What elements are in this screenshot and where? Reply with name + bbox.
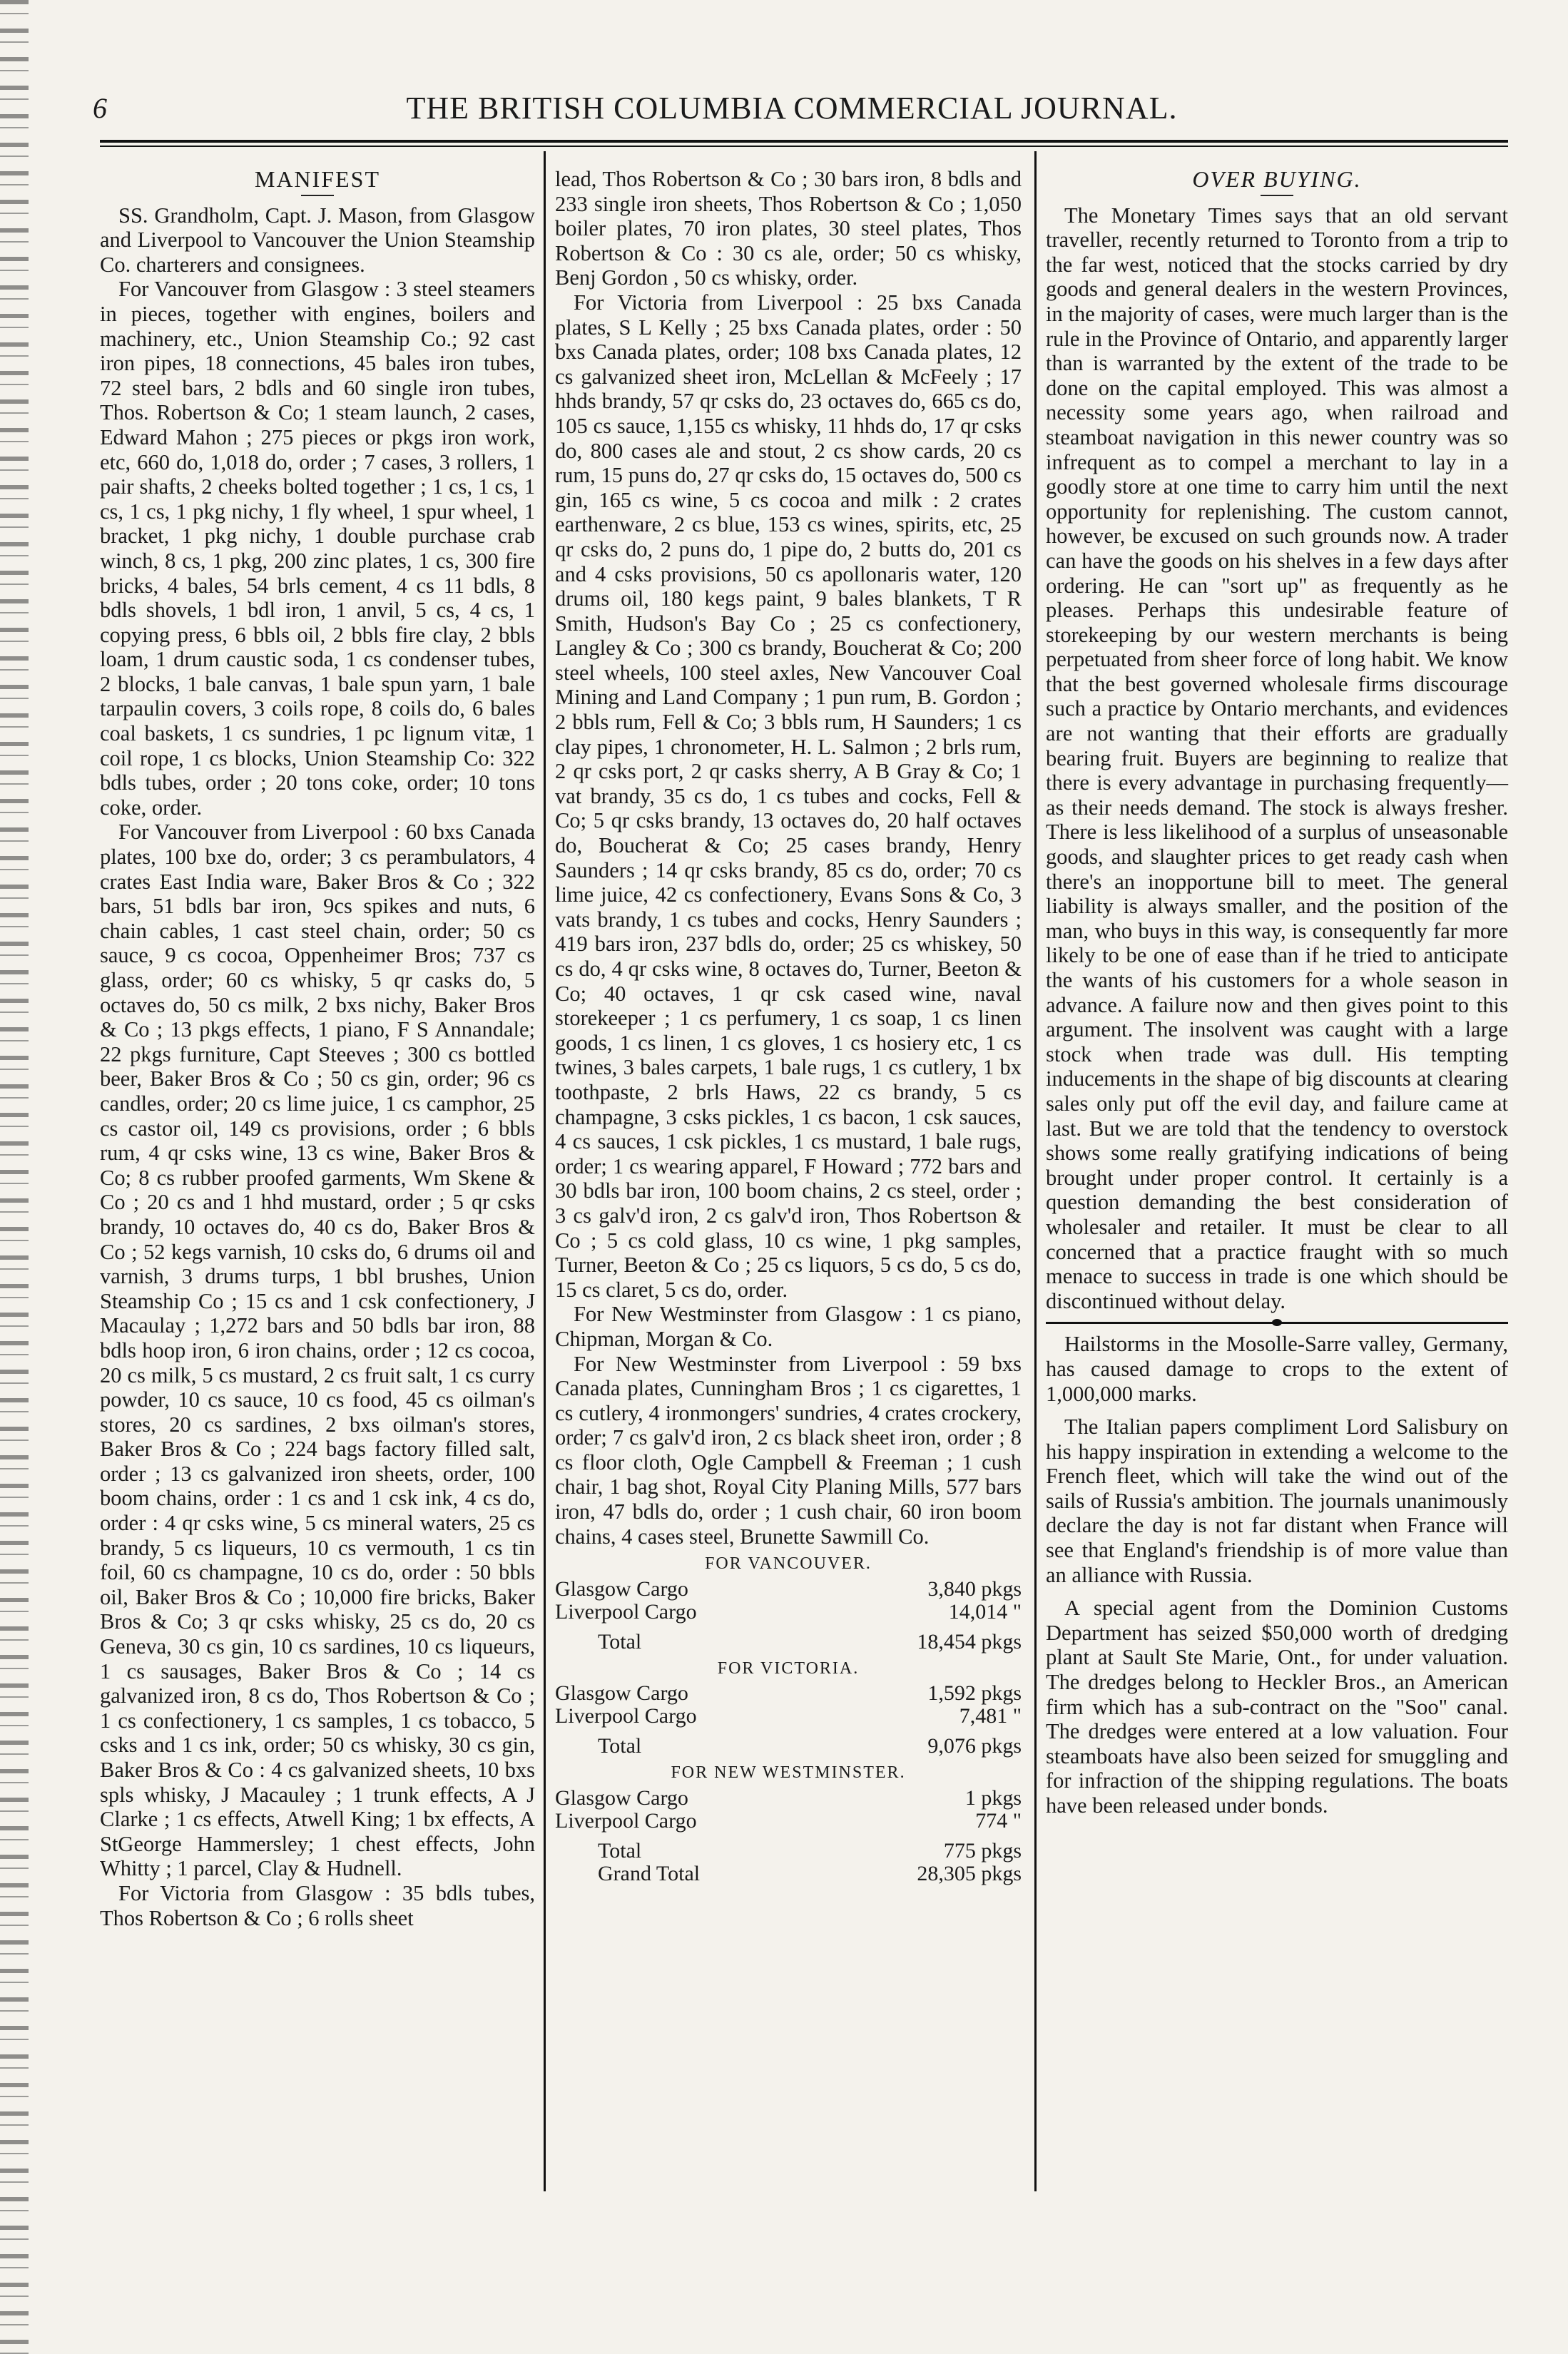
- cargo-label: Glasgow Cargo: [555, 1786, 688, 1810]
- page-number: 6: [93, 92, 107, 124]
- grand-total-value: 28,305 pkgs: [917, 1862, 1022, 1886]
- table-row: [555, 1787, 1022, 1810]
- manifest-paragraph: For Vancouver from Glasgow : 3 steel steamers in pieces, together with engines, boilers and machinery, etc., Union Steamship Co.; 92 cast iron pipes, 18 connections, 45 bales iron tubes, 72 steel bars, 2 bdls and 60 single iron tubes, Thos. Robertson & Co; 1 steam launch, 2 cases, Edward Mahon ; 275 pieces or pkgs iron work, etc, 660 do, 1,018 do, order ; 7 cases, 3 rollers, 1 pair shafts, 2 cheeks bolted together ; 1 cs, 1 cs, 1 cs, 1 cs, 1 pkg nichy, 1 fly wheel, 1 spur wheel, 1 bracket, 1 pkg nichy, 1 double purchase crab winch, 8 cs, 1 pkg, 200 zinc plates, 1 cs, 300 fire bricks, 4 bales, 54 brls cement, 4 cs 11 bdls, 8 bdls shovels, 1 bdl iron, 1 anvil, 5 cs, 4 cs, 1 copying press, 6 bbls oil, 2 bbls fire clay, 2 bbls loam, 1 drum caustic soda, 1 cs condenser tubes, 2 blocks, 1 bale canvas, 1 bale spun yarn, 1 bale tarpaulin covers, 3 coils rope, 8 coils do, 6 bales coal baskets, 1 cs sundries, 1 pc lignum vitæ, 1 coil rope, 1 cs blocks, Union Steamship Co: 322 bdls tubes, order ; 20 tons coke, order; 10 tons coke, order.: [100, 277, 535, 820]
- cargo-value: 774 ": [975, 1809, 1022, 1833]
- heading-dash: [301, 195, 334, 196]
- cargo-total-label: Total: [598, 1734, 642, 1758]
- editorial-column: [1046, 163, 1508, 1818]
- manifest-paragraph: For Victoria from Glasgow : 35 bdls tubes, Thos Robertson & Co ; 6 rolls sheet: [100, 1880, 535, 1930]
- section-ornament: [1046, 1313, 1508, 1332]
- news-item: A special agent from the Dominion Customs Department has seized $50,000 worth of dredging plant at Sault Ste Marie, Ont., for under valuation. The dredges belong to Heckler Bros., an American firm which has a sub-contract on the "Soo" canal. The dredges were entered at a low valuation. Four steamboats have also been seized for smuggling and for infraction of the shipping regulations. The boats have been released under bonds.: [1046, 1596, 1508, 1818]
- table-row: [555, 1705, 1022, 1728]
- over-buying-body: The Monetary Times says that an old servant traveller, recently returned to Toronto from a trip to the far west, noticed that the stocks carried by dry goods and general dealers in the western Provinces, in the majority of cases, were much larger than is the rule in the Province of Ontario, and apparently larger than is warranted by the extent of the trade to be done on the capital employed. This was almost a necessity some years ago, when railroad and steamboat navigation in this newer country was so infrequent as to compel a merchant to lay in a goodly store at one time to carry him until the next opportunity for replenishing. The custom cannot, however, be excused on such grounds now. A trader can have the goods on his shelves in a few days after ordering. He can "sort up" as frequently as he pleases. Perhaps this undesirable feature of storekeeping by our western merchants is being perpetuated from sheer force of long habit. We know that the best governed wholesale firms discourage such a practice by Ontario merchants, and evidences are not wanting that their efforts are gradually bearing fruit. Buyers are beginning to realize that there is every advantage in purchasing frequently—as their needs demand. The stock is always fresher. There is less likelihood of a surplus of unseasonable goods, and slaughter prices to get ready cash when there's an inopportune bill to meet. The general liability is always smaller, and the position of the man, who buys in this way, is consequently far more likely to be one of ease than if he tried to anticipate the wants of his customers for a whole season in advance. A failure now and then gives point to this argument. The insolvent was caught with a large stock when trade was dull. His tempting inducements in the shape of big discounts at clearing sales only put off the evil day, and failure came at last. But we are told that the tendency to overstock shows some really gratifying indications of being brought under proper control. It certainly is a question demanding the best consideration of wholesaler and retailer. It must be clear to all concerned that a practice fraught with so much menace to success in trade is one which should be discontinued without delay.: [1046, 203, 1508, 1313]
- scanned-page-edge: [0, 0, 29, 2354]
- cargo-total-value: 18,454 pkgs: [917, 1629, 1022, 1654]
- header-rule-bottom: [100, 146, 1508, 147]
- manifest-paragraph: For New Westminster from Glasgow : 1 cs piano, Chipman, Morgan & Co.: [555, 1302, 1022, 1351]
- cargo-label: Liverpool Cargo: [555, 1809, 697, 1833]
- summary-heading-vancouver: FOR VANCOUVER.: [705, 1554, 872, 1574]
- cargo-label: Liverpool Cargo: [555, 1599, 697, 1624]
- table-row: [555, 1624, 1022, 1654]
- cargo-value: 1,592 pkgs: [927, 1681, 1022, 1706]
- cargo-value: 7,481 ": [959, 1704, 1022, 1728]
- cargo-value: 3,840 pkgs: [927, 1576, 1022, 1601]
- cargo-summary-vancouver: [555, 1578, 1022, 1654]
- news-item: The Italian papers compliment Lord Salisbury on his happy inspiration in extending a welcome to the French fleet, which will take the wind out of the sails of Russia's ambition. The journals unanimously declare the day is not far distant when France will see that England's friendship is of more value than an alliance with Russia.: [1046, 1415, 1508, 1587]
- page-header: [78, 86, 1505, 128]
- manifest-paragraph: SS. Grandholm, Capt. J. Mason, from Glasgow and Liverpool to Vancouver the Union Steamship Co. charterers and consignees.: [100, 203, 535, 277]
- manifest-paragraph: For Victoria from Liverpool : 25 bxs Canada plates, S L Kelly ; 25 bxs Canada plates, order : 50 bxs Canada plates, order; 108 bxs Canada plates, 12 cs galvanized sheet iron, McLellan & McFeely ; 17 hhds brandy, 57 qr csks do, 23 octaves do, 665 cs do, 105 cs sauce, 1,155 cs whisky, 11 hhds do, 17 qr csks do, 800 cases ale and stout, 2 cs show cards, 20 cs rum, 15 puns do, 27 qr csks do, 15 octaves do, 500 cs gin, 165 cs wine, 5 cs cocoa and milk : 2 crates earthenware, 2 cs blue, 153 cs wines, spirits, etc, 25 qr csks do, 2 puns do, 1 pipe do, 2 butts do, 201 cs and 4 csks provisions, 50 cs apollonaris water, 120 drums oil, 180 kegs paint, 9 bales blankets, T R Smith, Hudson's Bay Co ; 25 cs confectionery, Langley & Co ; 300 cs brandy, Boucherat & Co; 200 steel wheels, 100 steel axles, New Vancouver Coal Mining and Land Company ; 1 pun rum, B. Gordon ; 2 bbls rum, Fell & Co; 3 bbls rum, H Saunders; 1 cs clay pipes, 1 chronometer, H. L. Salmon ; 2 brls rum, 2 qr csks port, 2 qr casks sherry, A B Gray & Co; 1 vat brandy, 35 cs do, 1 cs tubes and cocks, Fell & Co; 5 qr csks brandy, 13 octaves do, 20 half octaves do, Boucherat & Co; 25 cases brandy, Henry Saunders ; 14 qr csks brandy, 85 cs do, order; 70 cs lime juice, 42 cs confectionery, Evans Sons & Co, 3 vats brandy, 1 cs tubes and cocks, Henry Saunders ; 419 bars iron, 237 bdls do, order; 25 cs whiskey, 50 cs do, 4 qr csks wine, 8 octaves do, Turner, Beeton & Co; 40 octaves, 1 qr csk cased wine, naval storekeeper ; 1 cs perfumery, 1 cs soap, 1 cs linen goods, 1 cs linen, 1 cs gloves, 1 cs hosiery etc, 1 cs twines, 3 bales carpets, 1 bale rugs, 1 cs cutlery, 1 bx toothpaste, 2 brls Haws, 22 cs brandy, 5 cs champagne, 3 csks pickles, 1 cs bacon, 1 csk sauces, 4 cs sauces, 1 csk pickles, 1 cs mustard, 1 bale rugs, order; 1 cs wearing apparel, F Howard ; 772 bars and 30 bdls bar iron, 100 boom chains, 2 cs steel, order ; 3 cs galv'd iron, 2 cs galv'd iron, Thos Robertson & Co ; 5 cs cold glass, 10 cs wine, 1 pkg samples, Turner, Beeton & Co ; 25 cs liquors, 5 cs do, 5 cs do, 15 cs claret, 5 cs do, order.: [555, 290, 1022, 1302]
- manifest-paragraph: lead, Thos Robertson & Co ; 30 bars iron, 8 bdls and 233 single iron sheets, Thos Robertson & Co ; 1,050 boiler plates, 70 iron plates, 30 steel plates, Thos Robertson & Co : 30 cs ale, order; 50 cs whisky, Benj Gordon , 50 cs whisky, order.: [555, 167, 1022, 290]
- cargo-label: Glasgow Cargo: [555, 1681, 688, 1706]
- grand-total-label: Grand Total: [598, 1862, 701, 1886]
- over-buying-heading: OVER BUYING.: [1192, 166, 1362, 192]
- table-row: [555, 1578, 1022, 1601]
- heading-dash: [1261, 195, 1293, 196]
- table-row: [555, 1728, 1022, 1758]
- summary-heading-victoria: FOR VICTORIA.: [717, 1658, 860, 1678]
- cargo-summary-victoria: [555, 1682, 1022, 1758]
- column-separator-1: [544, 151, 546, 2191]
- manifest-paragraph: For Vancouver from Liverpool : 60 bxs Canada plates, 100 bxe do, order; 3 cs perambulators, 4 crates East India ware, Baker Bros & Co ; 322 bars, 51 bdls bar iron, 9cs spikes and nuts, 6 chain cables, 1 cast steel chain, order; 50 cs sauce, 9 cs cocoa, Oppenheimer Bros; 737 cs glass, order; 60 cs whisky, 5 qr casks do, 5 octaves do, 50 cs milk, 2 bxs nichy, Baker Bros & Co ; 13 pkgs effects, 1 piano, F S Annandale; 22 pkgs furniture, Capt Steeves ; 300 cs bottled beer, Baker Bros & Co ; 50 cs gin, order; 96 cs candles, order; 20 cs lime juice, 1 cs camphor, 25 cs castor oil, 149 cs provisions, order ; 6 bbls rum, 4 qr csks wine, 13 cs wine, Baker Bros & Co; 8 cs rubber proofed garments, Wm Skene & Co ; 20 cs and 1 hhd mustard, order ; 5 qr csks brandy, 10 octaves do, 40 cs do, Baker Bros & Co ; 52 kegs varnish, 10 csks do, 6 drums oil and varnish, 3 drums turps, 1 bbl brushes, Union Steamship Co ; 15 cs and 1 csk confectionery, J Macaulay ; 1,272 bars and 50 bdls bar iron, 88 bdls hoop iron, 6 iron chains, order ; 12 cs cocoa, 20 cs milk, 5 cs mustard, 2 cs fruit salt, 1 cs curry powder, 10 cs sauce, 10 cs food, 45 cs oilman's stores, 20 cs sardines, 2 bxs oilman's stores, Baker Bros & Co ; 224 bags factory filled salt, order ; 13 cs galvanized iron sheets, order, 100 boom chains, order : 1 cs and 1 csk ink, 4 cs do, order : 4 qr csks wine, 5 cs mineral waters, 25 cs brandy, 5 cs liqueurs, 10 cs vermouth, 1 cs tin foil, 60 cs champagne, 10 cs do, order : 50 bbls oil, Baker Bros & Co ; 10,000 fire bricks, Baker Bros & Co; 3 qr csks whisky, 25 cs do, 20 cs Geneva, 30 cs gin, 10 cs sardines, 10 cs liqueurs, 1 cs sausages, Baker Bros & Co ; 14 cs galvanized iron, 8 cs do, Thos Robertson & Co ; 1 cs confectionery, 1 cs samples, 1 cs tobacco, 5 csks and 1 cs ink, order; 50 cs whisky, 30 cs gin, Baker Bros & Co : 4 cs galvanized sheets, 10 bxs spls whisky, J Macauley ; 1 trunk effects, A J Clarke ; 1 cs effects, Atwell King; 1 bx effects, A StGeorge Hammersley; 1 chest effects, John Whitty ; 1 parcel, Clay & Hudnell.: [100, 820, 535, 1881]
- manifest-column-2: [555, 167, 1022, 1885]
- cargo-label: Glasgow Cargo: [555, 1576, 688, 1601]
- cargo-total-value: 9,076 pkgs: [927, 1734, 1022, 1758]
- table-row: [555, 1863, 1022, 1885]
- table-row: [555, 1810, 1022, 1833]
- table-row: [555, 1682, 1022, 1705]
- cargo-value: 1 pkgs: [964, 1786, 1022, 1810]
- column-separator-2: [1034, 151, 1037, 2191]
- ornament-dot: [1272, 1319, 1282, 1326]
- table-row: [555, 1833, 1022, 1863]
- manifest-heading: MANIFEST: [254, 166, 380, 192]
- header-rule-top: [100, 140, 1508, 143]
- table-row: [555, 1601, 1022, 1624]
- cargo-label: Liverpool Cargo: [555, 1704, 697, 1728]
- news-item: Hailstorms in the Mosolle-Sarre valley, Germany, has caused damage to crops to the extent of 1,000,000 marks.: [1046, 1332, 1508, 1406]
- cargo-total-label: Total: [598, 1629, 642, 1654]
- cargo-value: 14,014 ": [948, 1599, 1022, 1624]
- cargo-total-value: 775 pkgs: [943, 1839, 1022, 1863]
- manifest-paragraph: For New Westminster from Liverpool : 59 bxs Canada plates, Cunningham Bros ; 1 cs cigarettes, 1 cs cutlery, 4 ironmongers' sundries, 4 crates crockery, order; 7 cs galv'd iron, 2 cs black sheet iron, order ; 8 cs floor cloth, Ogle Campbell & Freeman ; 1 cush chair, 1 bag shot, Royal City Planing Mills, 577 bars iron, 47 bdls do, order ; 1 cush chair, 60 iron boom chains, 4 cases steel, Brunette Sawmill Co.: [555, 1351, 1022, 1549]
- manifest-column-1: [100, 163, 535, 1930]
- masthead-title: THE BRITISH COLUMBIA COMMERCIAL JOURNAL.: [406, 91, 1178, 126]
- summary-heading-new-westminster: FOR NEW WESTMINSTER.: [671, 1763, 906, 1783]
- cargo-summary-new-westminster: [555, 1787, 1022, 1885]
- cargo-total-label: Total: [598, 1839, 642, 1863]
